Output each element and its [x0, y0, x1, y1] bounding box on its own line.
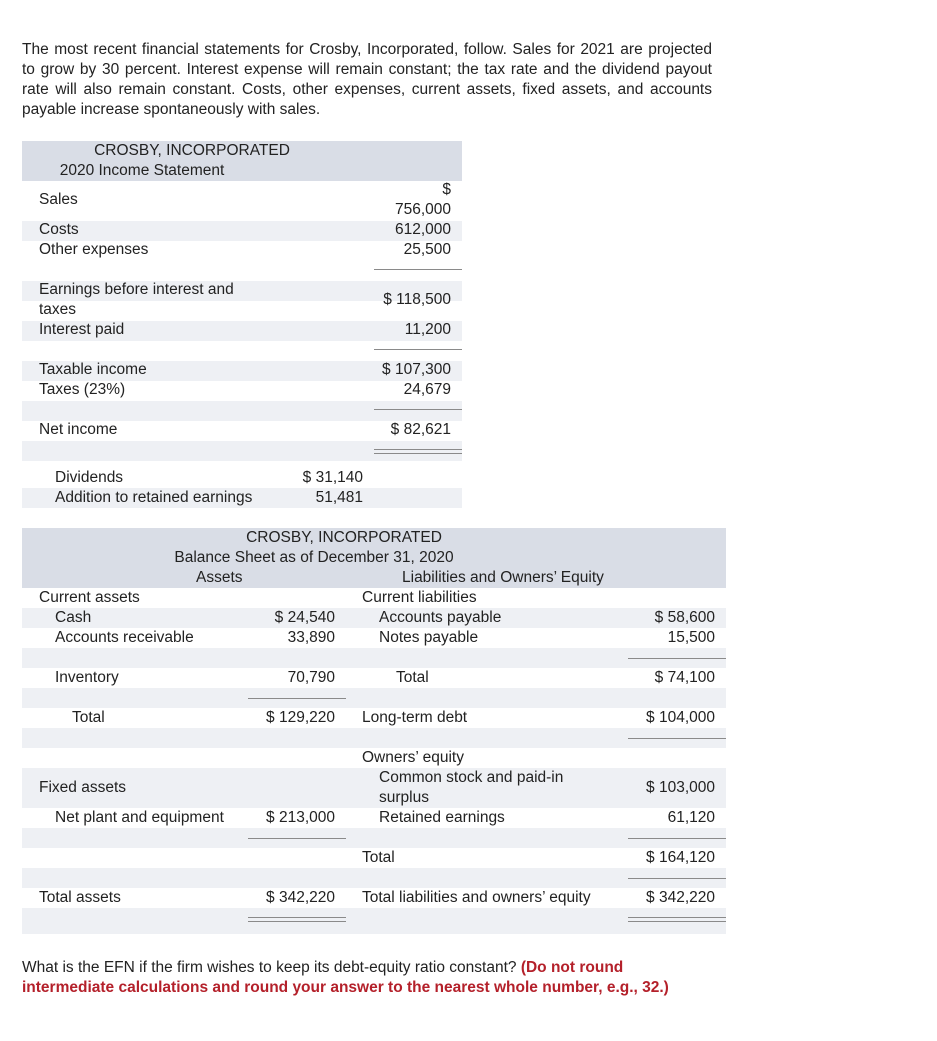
- current-assets-label: Current assets: [39, 589, 140, 606]
- owners-equity-total-value: $ 164,120: [646, 849, 715, 866]
- total-assets-label: Total assets: [39, 889, 121, 906]
- interest-value: 11,200: [404, 321, 451, 338]
- net-plant-equipment-label: Net plant and equipment: [55, 809, 224, 826]
- current-liabilities-label: Current liabilities: [362, 589, 477, 606]
- retained-earnings-value: 61,120: [667, 809, 715, 826]
- other-expenses-value: 25,500: [403, 241, 451, 258]
- common-stock-value: $ 103,000: [646, 779, 715, 796]
- other-expenses-label: Other expenses: [39, 241, 149, 258]
- ebit-label-line2: taxes: [39, 301, 77, 318]
- notes-payable-label: Notes payable: [379, 629, 479, 646]
- current-liabilities-total-value: $ 74,100: [654, 669, 715, 686]
- owners-equity-total-label: Total: [362, 849, 395, 866]
- cash-value: $ 24,540: [274, 609, 335, 626]
- dividends-label: Dividends: [55, 469, 124, 486]
- question: [22, 958, 712, 998]
- fixed-assets-label: Fixed assets: [39, 779, 127, 796]
- net-income-label: Net income: [39, 421, 118, 438]
- accounts-receivable-label: Accounts receivable: [55, 629, 194, 646]
- question-text: What is the EFN if the firm wishes to keep its debt-equity ratio constant?: [22, 959, 521, 976]
- dividends-value: $ 31,140: [302, 469, 363, 486]
- costs-label: Costs: [39, 221, 79, 238]
- taxes-value: 24,679: [403, 381, 451, 398]
- costs-value: 612,000: [394, 221, 451, 238]
- retained-earnings-addition-value: 51,481: [315, 489, 363, 506]
- ebit-value: $ 118,500: [383, 291, 451, 308]
- balance-title: Balance Sheet as of December 31, 2020: [174, 549, 454, 566]
- net-income-value: $ 82,621: [390, 421, 451, 438]
- balance-company: CROSBY, INCORPORATED: [246, 529, 442, 546]
- problem-intro: The most recent financial statements for Crosby, Incorporated, follow. Sales for 2021 are projected to grow by 30 percent. Interest expense will remain constant; the tax rate and the dividend payout rate will also remain constant. Costs, other expenses, current assets, fixed assets, and accounts payable increase spontaneously with sales.: [22, 41, 712, 118]
- inventory-label: Inventory: [55, 669, 119, 686]
- current-liabilities-total-label: Total: [396, 669, 429, 686]
- inventory-value: 70,790: [287, 669, 335, 686]
- sales-label: Sales: [39, 191, 78, 208]
- liabilities-equity-header: Liabilities and Owners’ Equity: [402, 569, 604, 586]
- current-assets-total-label: Total: [72, 709, 105, 726]
- accounts-payable-value: $ 58,600: [654, 609, 715, 626]
- net-plant-equipment-value: $ 213,000: [266, 809, 335, 826]
- long-term-debt-label: Long-term debt: [362, 709, 468, 726]
- taxable-income-label: Taxable income: [39, 361, 147, 378]
- total-liabilities-equity-value: $ 342,220: [646, 889, 715, 906]
- sales-currency: $: [442, 181, 451, 198]
- retained-earnings-addition-label: Addition to retained earnings: [55, 489, 253, 506]
- sales-value: 756,000: [394, 201, 451, 218]
- current-assets-total-value: $ 129,220: [266, 709, 335, 726]
- notes-payable-value: 15,500: [667, 629, 715, 646]
- income-company: CROSBY, INCORPORATED: [94, 142, 290, 159]
- taxes-label: Taxes (23%): [39, 381, 126, 398]
- total-assets-value: $ 342,220: [266, 889, 335, 906]
- taxable-income-value: $ 107,300: [382, 361, 451, 378]
- retained-earnings-label: Retained earnings: [379, 809, 505, 826]
- accounts-receivable-value: 33,890: [287, 629, 335, 646]
- cash-label: Cash: [55, 609, 92, 626]
- owners-equity-label: Owners’ equity: [362, 749, 464, 766]
- ebit-label-line1: Earnings before interest and: [39, 281, 234, 298]
- total-liabilities-equity-label: Total liabilities and owners’ equity: [362, 889, 591, 906]
- question-instruction: (Do not round intermediate calculations and round your answer to the nearest whole number, e.g., 32.): [22, 959, 669, 996]
- interest-label: Interest paid: [39, 321, 125, 338]
- common-stock-label-line2: surplus: [379, 789, 429, 806]
- common-stock-label-line1: Common stock and paid-in: [379, 769, 564, 786]
- income-title: 2020 Income Statement: [59, 162, 225, 179]
- long-term-debt-value: $ 104,000: [646, 709, 715, 726]
- accounts-payable-label: Accounts payable: [379, 609, 502, 626]
- assets-header: Assets: [196, 569, 243, 586]
